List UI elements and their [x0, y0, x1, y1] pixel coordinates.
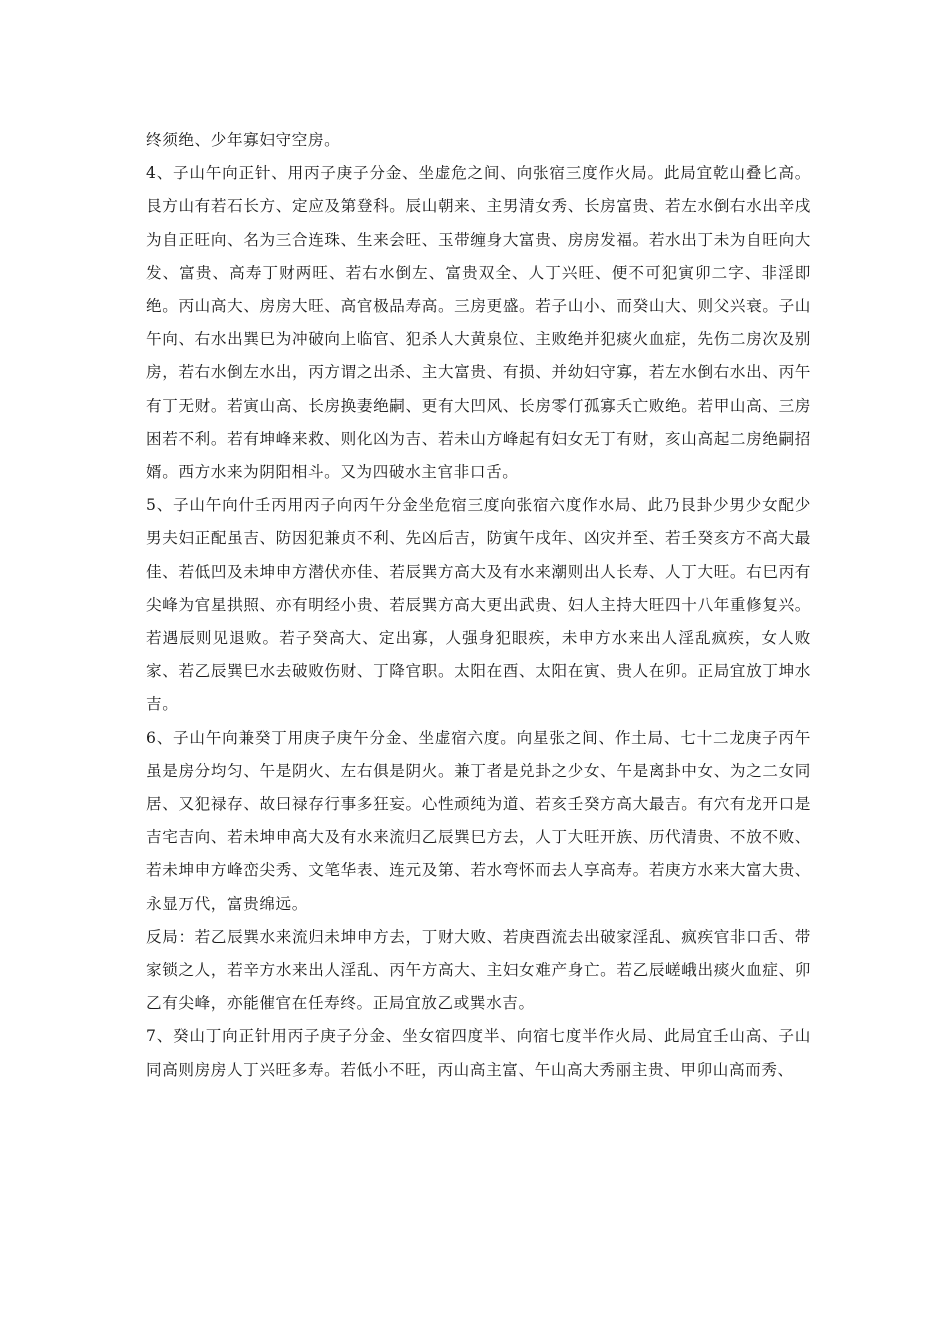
- paragraph-item-6: 6、子山午向兼癸丁用庚子庚午分金、坐虚宿六度。向星张之间、作土局、七十二龙庚子丙午虽是房分均匀、午是阴火、左右俱是阴火。兼丁者是兑卦之少女、午是离卦中女、为之二女同居、又犯禄存、故曰禄存行事多狂妄。心性顽纯为道、若亥壬癸方高大最吉。有穴有龙开口是吉宅吉向、若未坤申高大及有水来流归乙辰巽巳方去，人丁大旺开族、历代清贵、不放不败、若未坤申方峰峦尖秀、文笔华表、连元及第、若水弯怀而去人享高寿。若庚方水来大富大贵、永显万代，富贵绵远。: [146, 728, 811, 913]
- document-page: [146, 124, 811, 1087]
- paragraph-reverse-layout: 反局：若乙辰巽水来流归未坤申方去，丁财大败、若庚酉流去出破家淫乱、疯疾官非口舌、带家锁之人，若辛方水来出人淫乱、丙午方高大、主妇女难产身亡。若乙辰嵯峨出痰火血症、卯乙有尖峰，亦能催官在任寿终。正局宜放乙或巽水吉。: [146, 927, 811, 1013]
- paragraph-item-7: 7、癸山丁向正针用丙子庚子分金、坐女宿四度半、向宿七度半作火局、此局宜壬山高、子山同高则房房人丁兴旺多寿。若低小不旺，丙山高主富、午山高大秀丽主贵、甲卯山高而秀、: [146, 1027, 811, 1079]
- paragraph-item-5: 5、子山午向什壬丙用丙子向丙午分金坐危宿三度向张宿六度作水局、此乃艮卦少男少女配少男夫妇正配虽吉、防因犯兼贞不利、先凶后吉，防寅午戌年、凶灾并至、若壬癸亥方不高大最佳、若低凹及未坤申方潜伏亦佳、若辰巽方高大及有水来潮则出人长寿、人丁大旺。右巳丙有尖峰为官星拱照、亦有明经小贵、若辰巽方高大更出武贵、妇人主持大旺四十八年重修复兴。若遇辰则见退败。若子癸高大、定出寡，人强身犯眼疾，未申方水来出人淫乱疯疾，女人败家、若乙辰巽巳水去破败伤财、丁降官职。太阳在酉、太阳在寅、贵人在卯。正局宜放丁坤水吉。: [146, 496, 811, 714]
- paragraph-continuation: 终须绝、少年寡妇守空房。: [146, 131, 341, 149]
- paragraph-item-4: 4、子山午向正针、用丙子庚子分金、坐虚危之间、向张宿三度作火局。此局宜乾山叠匕高。艮方山有若石长方、定应及第登科。辰山朝来、主男清女秀、长房富贵、若左水倒右水出辛戌为自正旺向、名为三合连珠、生来会旺、玉带缠身大富贵、房房发福。若水出丁未为自旺向大发、富贵、高寿丁财两旺、若右水倒左、富贵双全、人丁兴旺、便不可犯寅卯二字、非淫即绝。丙山高大、房房大旺、高官极品寿高。三房更盛。若子山小、而癸山大、则父兴衰。子山午向、右水出巽巳为冲破向上临官、犯杀人大黄泉位、主败绝并犯痰火血症，先伤二房次及别房，若右水倒左水出，丙方谓之出杀、主大富贵、有损、并幼妇守寡，若左水倒右水出、丙午有丁无财。若寅山高、长房换妻绝嗣、更有大凹风、长房零仃孤寡夭亡败绝。若甲山高、三房困若不利。若有坤峰来救、则化凶为吉、若未山方峰起有妇女无丁有财，亥山高起二房绝嗣招婿。西方水来为阴阳相斗。又为四破水主官非口舌。: [146, 164, 811, 482]
